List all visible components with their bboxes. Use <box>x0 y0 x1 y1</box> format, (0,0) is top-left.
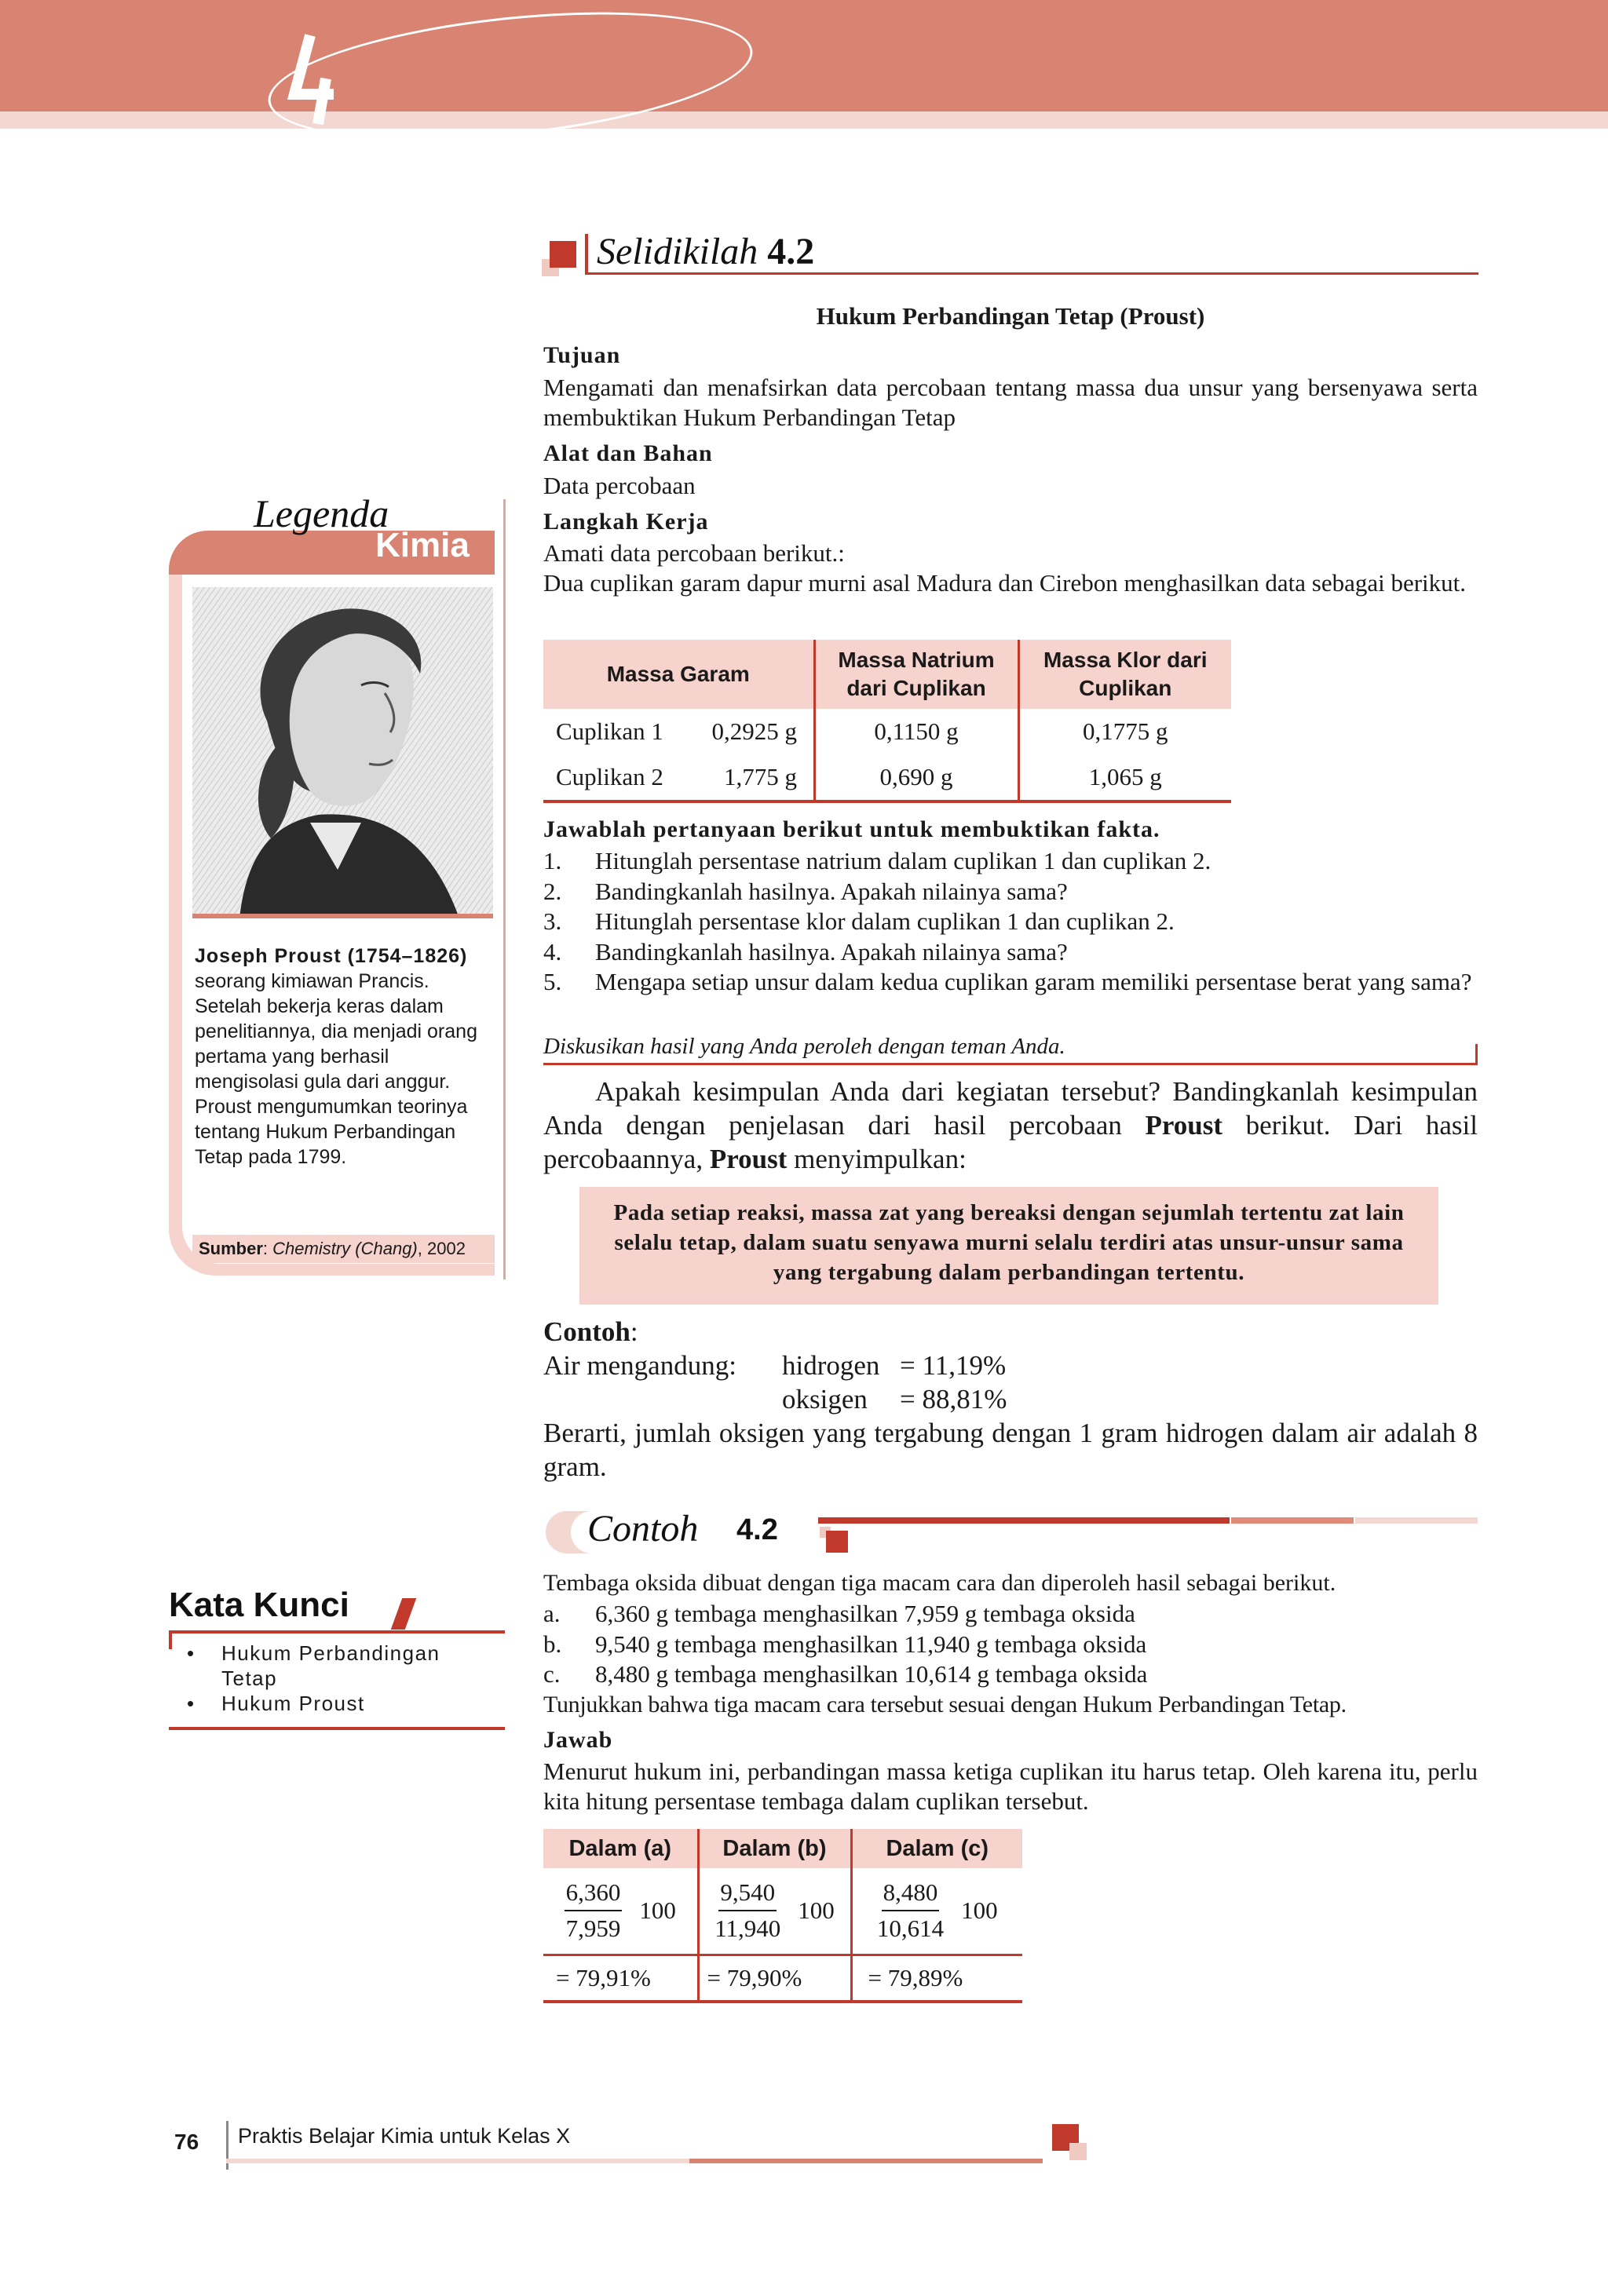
header-band <box>0 0 1608 111</box>
header-massa-natrium: Massa Natrium dari Cuplikan <box>814 640 1018 709</box>
discussion-line <box>543 1063 1478 1065</box>
item-text: 9,540 g tembaga menghasilkan 11,940 g tembaga oksida <box>595 1630 1147 1658</box>
table-cell <box>698 1868 851 1955</box>
portrait-illustration <box>192 587 493 918</box>
question-text: Mengapa setiap unsur dalam kedua cuplikan garam memiliki persentase berat yang sama? <box>595 968 1472 995</box>
langkah-text-1: Amati data percobaan berikut.: <box>543 539 845 567</box>
source-title: Chemistry (Chang) <box>272 1239 418 1258</box>
page-number: 76 <box>174 2130 199 2154</box>
question-text: Hitunglah persentase klor dalam cuplikan 1 dan cuplikan 2. <box>595 907 1175 935</box>
proust-law-box: Pada setiap reaksi, massa zat yang bereaksi dengan sejumlah tertentu zat lain selalu tetap, dalam suatu senyawa murni selalu terdiri atas unsur-unsur sama yang tergabung dalam perbandingan tertentu. <box>579 1187 1438 1305</box>
hidrogen-value: = 11,19% <box>900 1350 1007 1381</box>
footer-title: Praktis Belajar Kimia untuk Kelas X <box>238 2124 571 2148</box>
row-klor: 0,1775 g <box>1083 717 1168 745</box>
footer-line <box>689 2159 1043 2163</box>
item-letter: a. <box>543 1600 561 1627</box>
legenda-kimia: Kimia <box>375 526 470 564</box>
alat-text: Data percobaan <box>543 472 696 499</box>
discussion-text: Diskusikan hasil yang Anda peroleh dengan teman Anda. <box>543 1034 1065 1059</box>
kata-kunci-bottom-line <box>169 1727 505 1730</box>
jawab-label: Jawab <box>543 1727 613 1753</box>
row-garam: 1,775 g <box>724 763 797 790</box>
body-paragraph <box>543 1075 1478 1176</box>
fraction-numerator: 8,480 <box>882 1878 940 1911</box>
source-label: Sumber <box>199 1239 263 1258</box>
footer-square-light <box>1069 2143 1087 2160</box>
legenda-bio <box>195 944 493 1170</box>
garam-data-table <box>543 640 1231 803</box>
contoh-label: Contoh <box>543 1316 630 1347</box>
tembaga-table <box>543 1829 1022 2003</box>
kata-kunci-title: Kata Kunci <box>169 1586 349 1624</box>
fraction-numerator: 9,540 <box>718 1878 777 1911</box>
questions-list <box>543 846 1478 998</box>
row-natrium: 0,1150 g <box>814 709 1018 754</box>
heading-vline <box>585 234 588 275</box>
fraction-multiplier: 100 <box>961 1896 998 1925</box>
body-text-2: berikut. Dari hasil percobaannya, <box>543 1110 1478 1174</box>
question-number: 5. <box>543 968 562 995</box>
question-number: 2. <box>543 877 562 905</box>
table-row <box>543 709 1231 754</box>
row-name: Cuplikan 1 <box>556 717 663 745</box>
row-garam: 0,2925 g <box>711 717 797 745</box>
joseph-proust-portrait <box>192 587 493 918</box>
table-row <box>543 1955 1022 2002</box>
list-item <box>543 1659 1478 1690</box>
fraction-numerator: 6,360 <box>565 1878 623 1911</box>
oksigen-value: = 88,81% <box>900 1384 1007 1414</box>
conclusion-text: Berarti, jumlah oksigen yang tergabung dengan 1 gram hidrogen dalam air adalah 8 gram. <box>543 1418 1478 1482</box>
list-item <box>543 1599 1478 1630</box>
list-item <box>543 907 1478 937</box>
alat-label: Alat dan Bahan <box>543 440 713 466</box>
result-c: = 79,89% <box>851 1955 1022 2002</box>
question-text: Bandingkanlah hasilnya. Apakah nilainya sama? <box>595 937 1068 965</box>
question-number: 3. <box>543 907 562 935</box>
legenda-vline <box>503 499 506 1279</box>
fraction-multiplier: 100 <box>798 1896 835 1925</box>
header-dalam-a: Dalam (a) <box>543 1829 698 1868</box>
kata-kunci-line <box>169 1630 505 1633</box>
body-bold-proust-2: Proust <box>709 1144 788 1174</box>
table-cell <box>543 1868 698 1955</box>
source-colon: : <box>262 1239 273 1258</box>
selidikilah-number: 4.2 <box>767 231 815 272</box>
selidikilah-subtitle: Hukum Perbandingan Tetap (Proust) <box>816 302 1205 330</box>
header-stripe <box>0 111 1608 129</box>
contoh42-task: Tunjukkan bahwa tiga macam cara tersebut sesuai dengan Hukum Perbandingan Tetap. <box>543 1692 1347 1717</box>
table-header-row <box>543 640 1231 709</box>
item-letter: c. <box>543 1660 561 1688</box>
question-number: 4. <box>543 937 562 965</box>
contoh42-intro: Tembaga oksida dibuat dengan tiga macam cara dan diperoleh hasil sebagai berikut. <box>543 1570 1336 1596</box>
list-item <box>543 877 1478 907</box>
questions-label: Jawablah pertanyaan berikut untuk membuktikan fakta. <box>543 816 1160 842</box>
jawab-text: Menurut hukum ini, perbandingan massa ketiga cuplikan itu harus tetap. Oleh karena itu, perlu kita hitung persentase tembaga dalam cuplikan tersebut. <box>543 1758 1478 1815</box>
table-row <box>543 754 1231 801</box>
kata-kunci-slash <box>391 1598 417 1630</box>
source-year: , 2002 <box>417 1239 466 1258</box>
contoh-square <box>826 1531 848 1553</box>
kata-kunci-tick <box>169 1630 172 1649</box>
list-item <box>543 937 1478 968</box>
langkah-label: Langkah Kerja <box>543 509 709 535</box>
legenda-source <box>192 1235 495 1263</box>
contoh-heading <box>543 1315 638 1349</box>
fraction-multiplier: 100 <box>639 1896 676 1925</box>
result-b: = 79,90% <box>698 1955 851 2002</box>
table-cell <box>543 709 814 754</box>
list-item <box>543 1630 1478 1660</box>
heading-square <box>550 241 576 268</box>
air-label: Air mengandung: <box>543 1350 736 1381</box>
contoh-bar <box>818 1517 1230 1524</box>
question-text: Bandingkanlah hasilnya. Apakah nilainya sama? <box>595 877 1068 905</box>
item-text: 8,480 g tembaga menghasilkan 10,614 g tembaga oksida <box>595 1660 1148 1688</box>
contoh-colon: : <box>630 1316 638 1347</box>
footer-line <box>226 2159 689 2163</box>
body-text-1: Apakah kesimpulan Anda dari kegiatan tersebut? Bandingkanlah kesimpulan Anda dengan penjelasan dari hasil percobaan <box>543 1076 1478 1141</box>
contoh42-items <box>543 1599 1478 1690</box>
list-item <box>543 846 1478 877</box>
header-massa-klor: Massa Klor dari Cuplikan <box>1018 640 1231 709</box>
contoh-bar <box>1231 1517 1354 1524</box>
item-text: 6,360 g tembaga menghasilkan 7,959 g tembaga oksida <box>595 1600 1135 1627</box>
tujuan-text: Mengamati dan menafsirkan data percobaan tentang massa dua unsur yang bersenyawa serta membuktikan Hukum Perbandingan Tetap <box>543 374 1478 431</box>
hidrogen-label: hidrogen <box>782 1350 880 1381</box>
list-item <box>543 967 1478 998</box>
tujuan-label: Tujuan <box>543 342 621 368</box>
discussion-tick <box>1475 1044 1478 1064</box>
header-massa-garam: Massa Garam <box>543 640 814 709</box>
list-item: • Hukum Proust <box>182 1691 496 1716</box>
header-dalam-b: Dalam (b) <box>698 1829 851 1868</box>
chapter-mark-icon <box>279 31 349 126</box>
row-name: Cuplikan 2 <box>556 763 663 790</box>
item-letter: b. <box>543 1630 562 1658</box>
fraction-denominator: 11,940 <box>714 1915 781 1943</box>
question-number: 1. <box>543 847 562 874</box>
row-natrium: 0,690 g <box>814 754 1018 801</box>
table-cell <box>543 754 814 801</box>
selidikilah-title <box>597 230 814 273</box>
question-text: Hitunglah persentase natrium dalam cuplikan 1 dan cuplikan 2. <box>595 847 1211 874</box>
fraction-denominator: 10,614 <box>876 1915 945 1943</box>
header-dalam-c: Dalam (c) <box>851 1829 1022 1868</box>
table-cell <box>851 1868 1022 1955</box>
contoh42-number: 4.2 <box>736 1513 778 1546</box>
body-text-3: menyimpulkan: <box>787 1144 967 1174</box>
langkah-text-2: Dua cuplikan garam dapur murni asal Madura dan Cirebon menghasilkan data sebagai berikut. <box>543 569 1467 597</box>
legenda-title: Legenda <box>254 491 389 535</box>
fraction-denominator: 7,959 <box>565 1915 621 1943</box>
list-item: • Hukum Perbandingan Tetap <box>182 1641 496 1691</box>
bio-text: seorang kimiawan Prancis. Setelah bekerja keras dalam penelitiannya, dia menjadi orang pertama yang berhasil mengisolasi gula dari anggur. Proust mengumumkan teorinya tentang Hukum Perbandingan Tetap pada 1799. <box>195 970 477 1168</box>
contoh42-title: Contoh <box>587 1508 699 1550</box>
contoh-bar <box>1355 1517 1478 1524</box>
heading-underline <box>585 272 1478 275</box>
oksigen-label: oksigen <box>782 1384 868 1414</box>
row-klor: 1,065 g <box>1018 754 1231 801</box>
body-bold-proust-1: Proust <box>1145 1110 1223 1141</box>
selidikilah-title-text: Selidikilah <box>597 231 758 272</box>
result-a: = 79,91% <box>543 1955 698 2002</box>
bio-name: Joseph Proust (1754–1826) <box>195 945 468 967</box>
table-header-row <box>543 1829 1022 1868</box>
table-row <box>543 1868 1022 1955</box>
kata-kunci-list <box>182 1641 496 1716</box>
